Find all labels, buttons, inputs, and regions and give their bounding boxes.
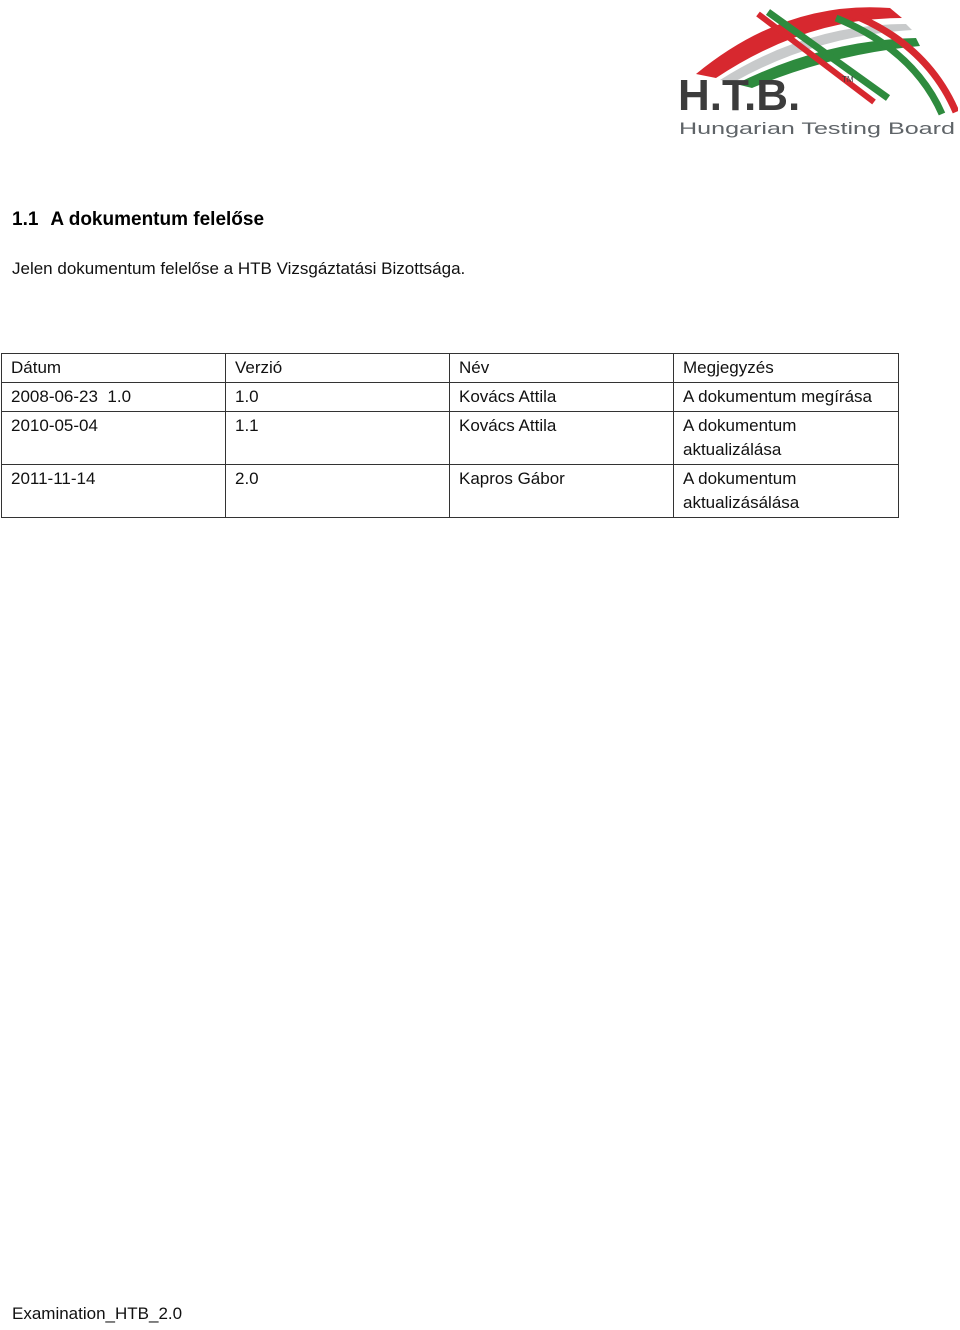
page-footer: Examination_HTB_2.0	[12, 1304, 183, 1323]
cell-note: A dokumentum aktualizásálása	[674, 465, 899, 518]
table-row	[2, 412, 899, 465]
cell-note: A dokumentum aktualizálása	[674, 412, 899, 465]
table-header-row	[2, 354, 899, 383]
cell-date: 2010-05-04	[2, 412, 226, 465]
section-title: A dokumentum felelőse	[50, 209, 265, 230]
cell-date: 2011-11-14	[2, 465, 226, 518]
column-header-version: Verzió	[226, 354, 450, 383]
cell-name: Kovács Attila	[450, 383, 674, 412]
logo-tagline: Hungarian Testing Board	[679, 120, 955, 138]
cell-version: 1.1	[226, 412, 450, 465]
section-number: 1.1	[12, 209, 39, 230]
cell-date: 2008-06-23 1.0	[2, 383, 226, 412]
cell-note: A dokumentum megírása	[674, 383, 899, 412]
cell-name: Kapros Gábor	[450, 465, 674, 518]
table-row	[2, 383, 899, 412]
cell-version: 2.0	[226, 465, 450, 518]
htb-logo	[676, 2, 958, 142]
htb-logo-graphic	[676, 2, 958, 142]
column-header-date: Dátum	[2, 354, 226, 383]
logo-tm: TM	[842, 75, 854, 84]
revision-table	[1, 353, 899, 518]
cell-name: Kovács Attila	[450, 412, 674, 465]
logo-main-text: H.T.B.	[678, 71, 801, 120]
column-header-name: Név	[450, 354, 674, 383]
table-row	[2, 465, 899, 518]
cell-version: 1.0	[226, 383, 450, 412]
column-header-note: Megjegyzés	[674, 354, 899, 383]
intro-paragraph: Jelen dokumentum felelőse a HTB Vizsgáztatási Bizottsága.	[12, 259, 466, 278]
section-heading	[12, 209, 264, 231]
